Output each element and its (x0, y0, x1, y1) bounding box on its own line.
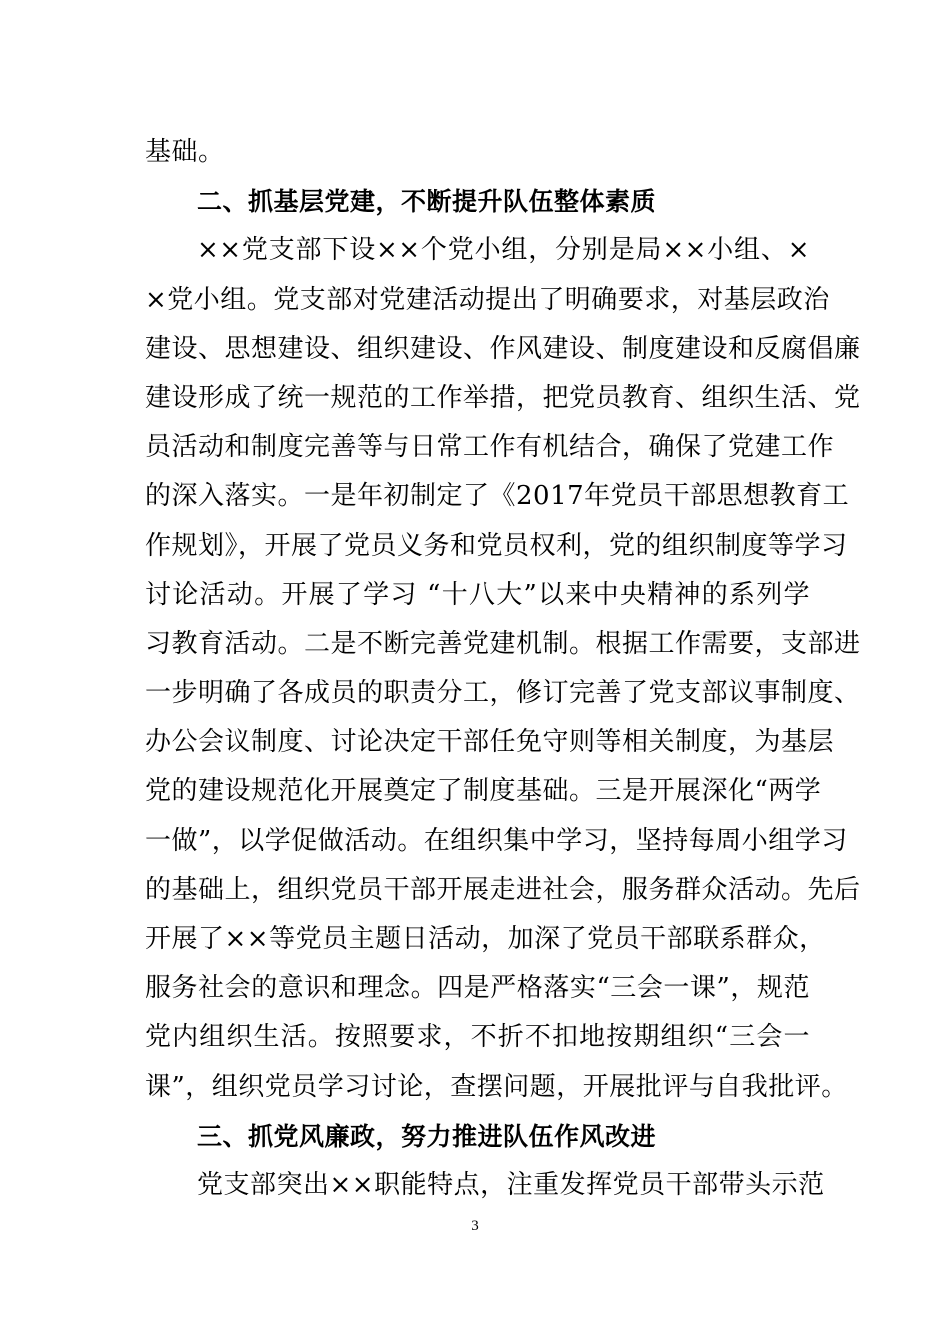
section-heading: 二、抓基层党建，不断提升队伍整体素质 (197, 187, 657, 217)
paragraph-line: 建设形成了统一规范的工作举措，把党员教育、组织生活、党 (145, 382, 861, 413)
paragraph-line: 党支部突出××职能特点，注重发挥党员干部带头示范 (197, 1169, 825, 1200)
section-heading: 三、抓党风廉政，努力推进队伍作风改进 (197, 1121, 657, 1151)
page-number: 3 (471, 1218, 479, 1234)
paragraph-line: 员活动和制度完善等与日常工作有机结合，确保了党建工作 (145, 432, 835, 463)
paragraph-line: 的基础上，组织党员干部开展走进社会，服务群众活动。先后 (145, 874, 861, 905)
body-text (145, 128, 861, 1210)
paragraph-line: 办公会议制度、讨论决定干部任免守则等相关制度，为基层 (145, 727, 835, 758)
paragraph-line: ××党支部下设××个党小组，分别是局××小组、× (197, 235, 810, 266)
paragraph-line: 服务社会的意识和理念。四是严格落实“三会一课”，规范 (145, 973, 810, 1004)
paragraph-line: 课”，组织党员学习讨论，查摆问题，开展批评与自我批评。 (145, 1071, 848, 1102)
paragraph-line: 习教育活动。二是不断完善党建机制。根据工作需要，支部进 (145, 628, 861, 659)
paragraph-line: 一步明确了各成员的职责分工，修订完善了党支部议事制度、 (145, 678, 861, 709)
paragraph-line: 党内组织生活。按照要求，不折不扣地按期组织“三会一 (145, 1022, 810, 1053)
paragraph-line: 的深入落实。一是年初制定了《2017年党员干部思想教育工 (145, 481, 850, 512)
paragraph-line: ×党小组。党支部对党建活动提出了明确要求，对基层政治 (145, 284, 830, 315)
paragraph-line: 一做”，以学促做活动。在组织集中学习，坚持每周小组学习 (145, 825, 848, 856)
paragraph-line: 讨论活动。开展了学习 “十八大”以来中央精神的系列学 (145, 579, 810, 610)
paragraph-line: 建设、思想建设、组织建设、作风建设、制度建设和反腐倡廉 (145, 333, 861, 364)
paragraph-line: 基础。 (145, 137, 225, 167)
paragraph-line: 作规划》，开展了党员义务和党员权利，党的组织制度等学习 (145, 530, 848, 561)
paragraph-line: 开展了××等党员主题日活动，加深了党员干部联系群众， (145, 924, 826, 954)
paragraph-line: 党的建设规范化开展奠定了制度基础。三是开展深化“两学 (145, 776, 822, 807)
